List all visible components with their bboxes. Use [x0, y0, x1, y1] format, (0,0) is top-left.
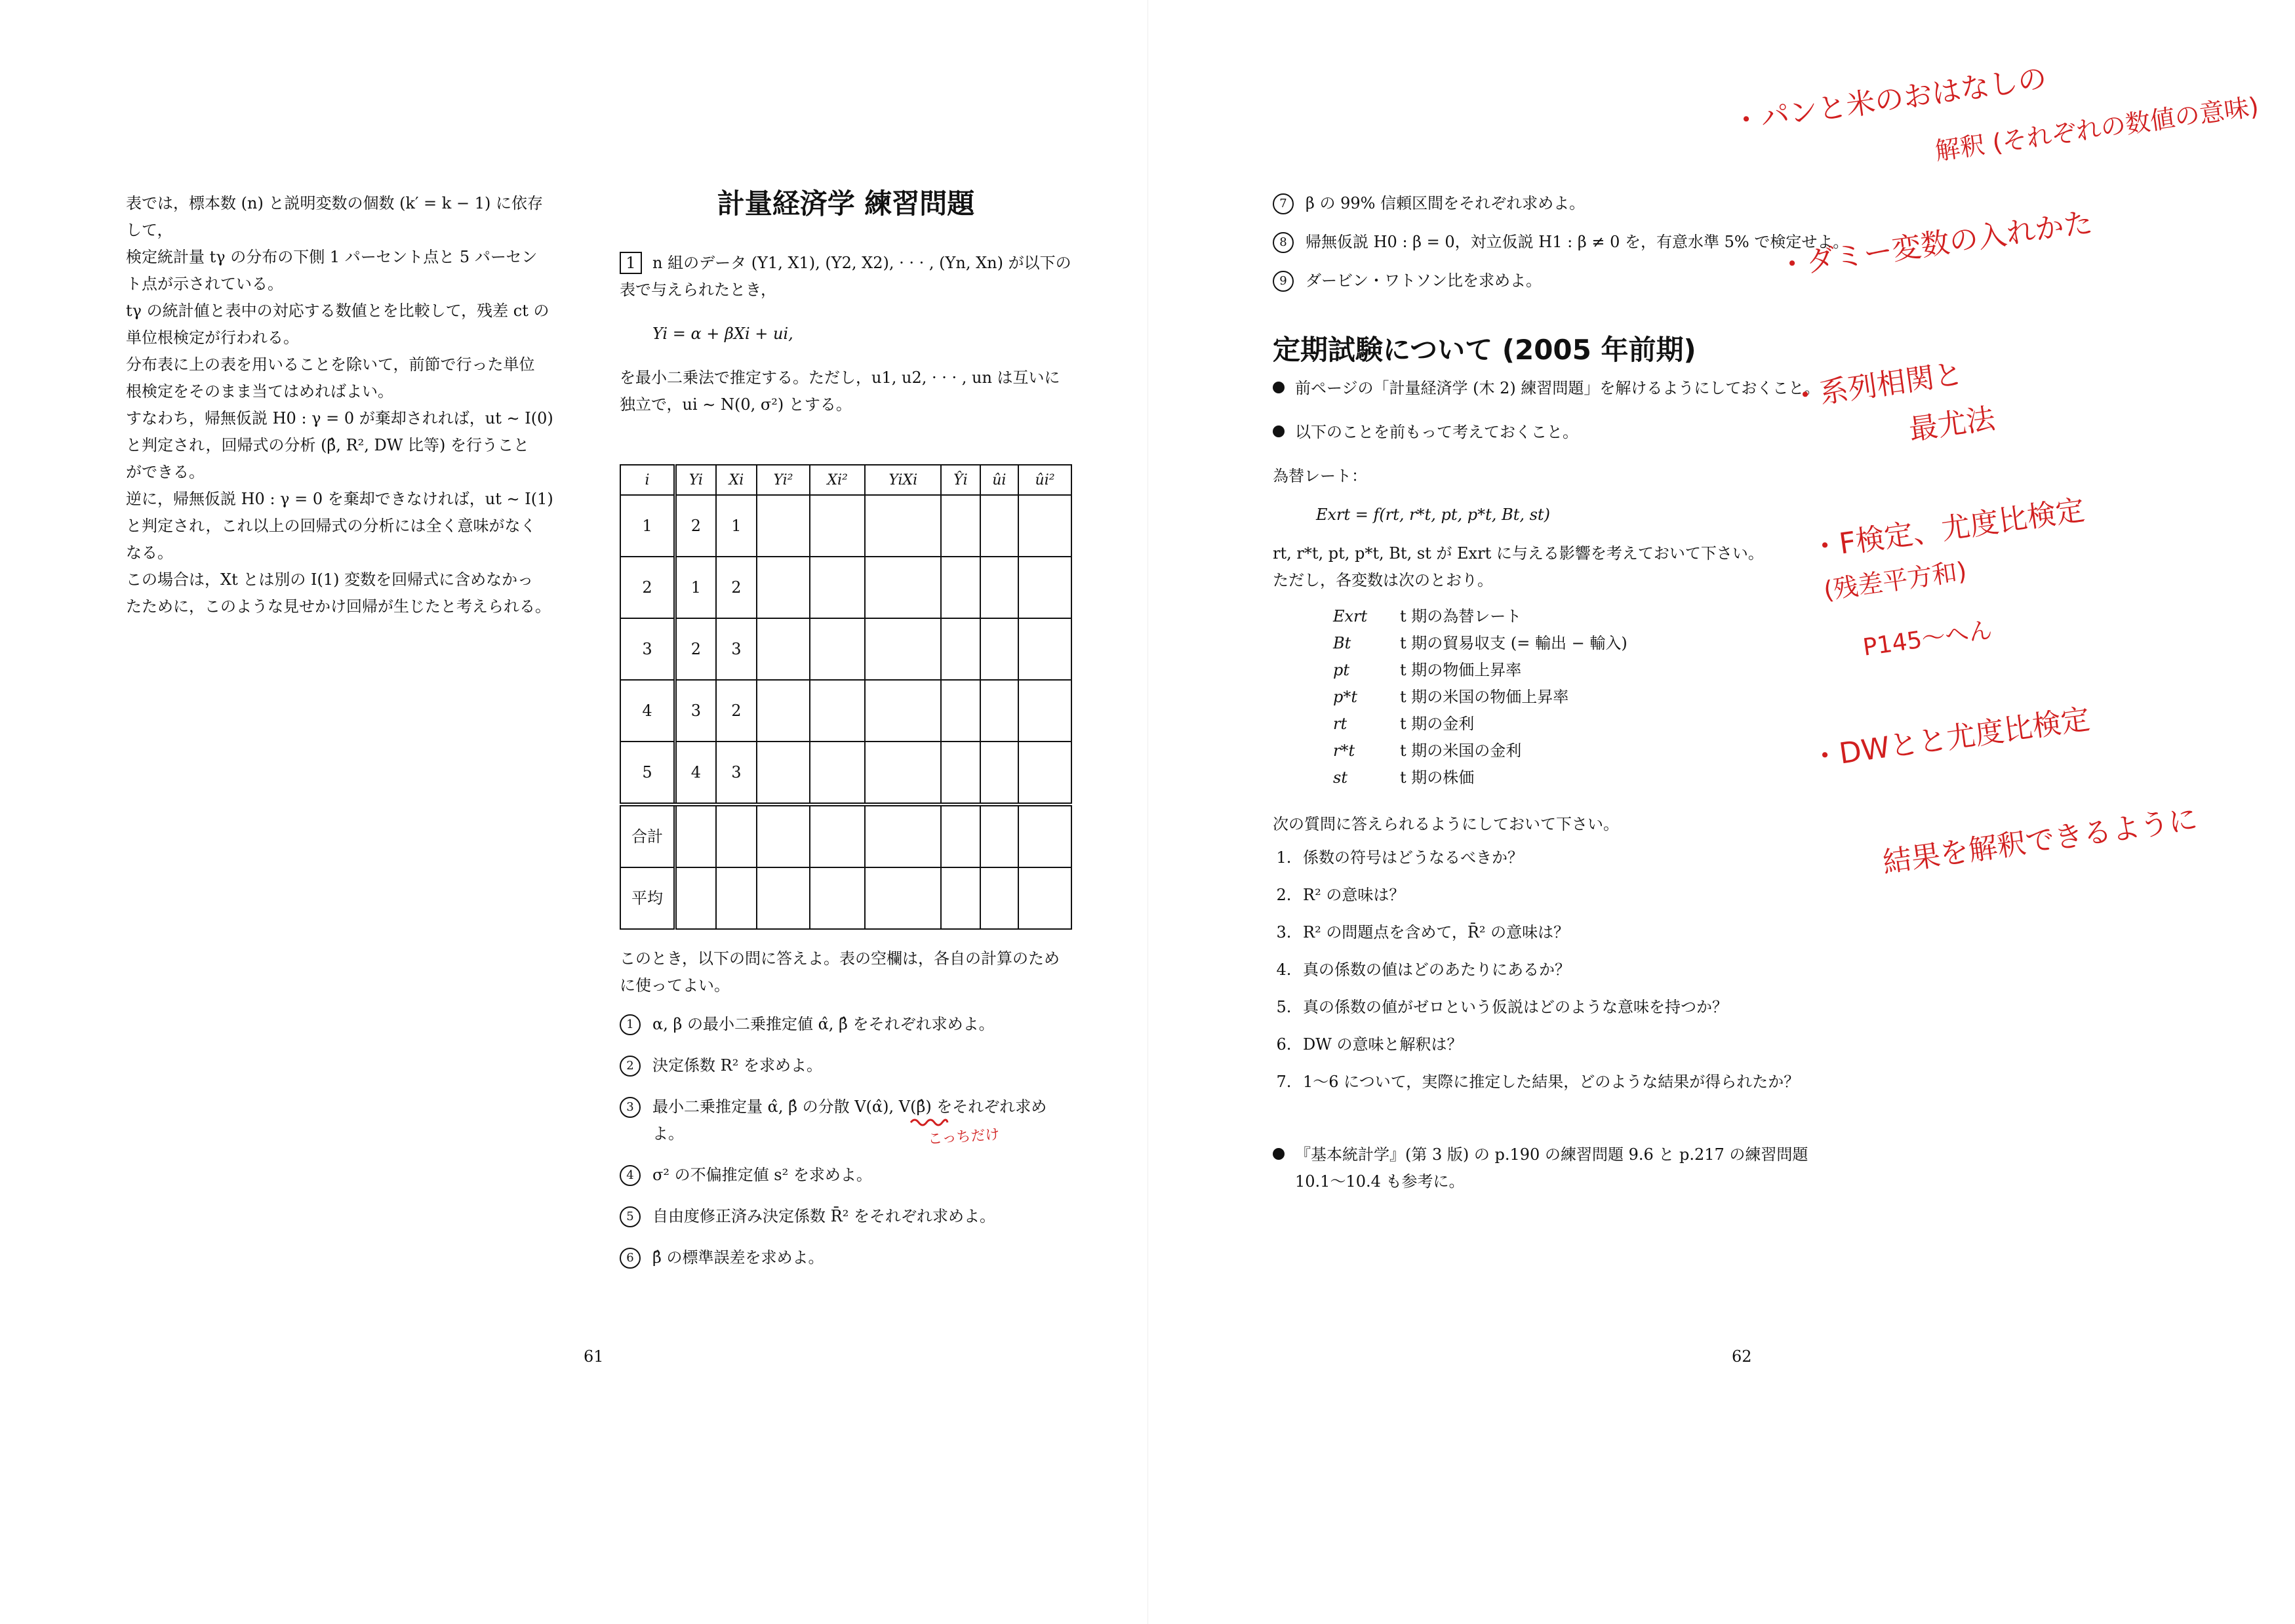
rate-equation: Exrt = f(rt, r*t, pt, p*t, Bt, st) — [1316, 505, 1550, 524]
table-header: Xi² — [810, 465, 866, 495]
final-reference-note — [1273, 1141, 1850, 1195]
handwritten-note: (残差平方和) — [1822, 556, 1969, 605]
question-list-continued — [1273, 190, 1850, 294]
body-line: 単位根検定が行われる。 — [126, 328, 299, 347]
bullet-dot — [1273, 1148, 1285, 1160]
body-line: と判定され，これ以上の回帰式の分析には全く意味がなく — [126, 517, 536, 535]
question-item — [1273, 267, 1850, 294]
answer-question: 3. R² の問題点を含めて，R̄² の意味は？ — [1296, 919, 1850, 946]
table-cell: 3 — [675, 680, 716, 742]
handwritten-note: 解釈 (それぞれの数値の意味) — [1933, 91, 2261, 166]
bullet-dot — [1273, 382, 1285, 393]
right-text-column — [1273, 190, 1850, 1212]
table-cell — [865, 618, 941, 680]
table-cell — [1018, 680, 1071, 742]
variable-symbol: Bt — [1333, 634, 1351, 652]
table-cell — [980, 618, 1019, 680]
table-cell — [980, 742, 1019, 804]
table-cell — [980, 495, 1019, 557]
bullet-item — [1273, 375, 1850, 402]
table-cell — [757, 680, 810, 742]
question-number: 5 — [620, 1206, 641, 1227]
question-text: β̂ の標準誤差を求めよ。 — [652, 1248, 824, 1267]
body-line: 検定統計量 tγ の分布の下側 1 パーセント点と 5 パーセン — [126, 248, 538, 266]
table-cell: 2 — [716, 680, 757, 742]
bullet-item — [1273, 419, 1850, 446]
bullet-text: 以下のことを前もって考えておくこと。 — [1295, 423, 1578, 441]
variable-desc: t 期の物価上昇率 — [1400, 661, 1522, 679]
question-number: 6 — [620, 1248, 641, 1269]
table-cell — [865, 742, 941, 804]
table-cell — [1018, 495, 1071, 557]
answer-question: 5. 真の係数の値がゼロという仮説はどのような意味を持つか？ — [1296, 994, 1850, 1021]
table-cell: 5 — [620, 742, 675, 804]
table-cell — [865, 557, 941, 618]
variable-symbol: pt — [1333, 661, 1350, 679]
answer-intro: 次の質問に答えられるようにしておいて下さい。 — [1273, 815, 1619, 833]
table-cell — [941, 618, 980, 680]
bullet-text: 前ページの「計量経済学 (木 2) 練習問題」を解けるようにしておくこと。 — [1295, 379, 1820, 397]
variable-desc: t 期の金利 — [1400, 715, 1475, 733]
table-header-row — [620, 465, 1071, 495]
table-cell — [810, 680, 866, 742]
problem-number-box: 1 — [620, 252, 642, 274]
table-cell: 3 — [716, 618, 757, 680]
body-line: ト点が示されている。 — [126, 275, 283, 293]
question-item — [620, 1094, 1072, 1147]
data-table — [620, 464, 1072, 930]
table-cell: 3 — [620, 618, 675, 680]
question-number: 3 — [620, 1097, 641, 1118]
variable-desc: t 期の貿易収支 (= 輸出 − 輸入) — [1400, 634, 1627, 652]
answer-question-list — [1273, 844, 1850, 1096]
answer-question: 1. 係数の符号はどうなるべきか？ — [1296, 844, 1850, 871]
question-list — [620, 1011, 1072, 1271]
table-row — [620, 742, 1071, 804]
table-row — [620, 495, 1071, 557]
question-item — [620, 1244, 1072, 1271]
table-cell — [941, 804, 980, 867]
table-cell — [757, 557, 810, 618]
exercise-title: 計量経済学 練習問題 — [717, 188, 975, 220]
body-line: して， — [126, 221, 173, 239]
table-header: ûi — [980, 465, 1019, 495]
body-line: 逆に，帰無仮説 H0 : γ = 0 を棄却できなければ，ut ∼ I(1) — [126, 490, 553, 508]
handwritten-note: ・パンと米のおはなしの — [1730, 61, 2049, 139]
handwritten-note: ・F検定、尤度比検定 — [1808, 493, 2087, 565]
table-cell — [1018, 557, 1071, 618]
handwritten-note: ・ダミー変数の入れかた — [1776, 205, 2095, 283]
variable-row — [1333, 603, 1642, 630]
left-text-column — [126, 190, 572, 620]
question-text: σ² の不偏推定値 s² を求めよ。 — [652, 1166, 872, 1184]
variable-symbol: p*t — [1333, 688, 1358, 706]
table-cell — [810, 618, 866, 680]
question-item — [620, 1162, 1072, 1189]
rate-label: 為替レート： — [1273, 467, 1367, 485]
table-cell — [865, 804, 941, 867]
answer-question: 7. 1〜6 について，実際に推定した結果，どのような結果が得られたか？ — [1296, 1069, 1850, 1096]
question-text: β の 99% 信頼区間をそれぞれ求めよ。 — [1306, 194, 1586, 212]
table-row — [620, 557, 1071, 618]
handwritten-note: P145〜へん — [1861, 616, 1994, 662]
table-cell — [865, 495, 941, 557]
table-cell — [675, 867, 716, 929]
table-cell — [716, 804, 757, 867]
handwritten-note: ・系列相関と — [1789, 357, 1965, 414]
problem-intro-text: n 組のデータ (Y1, X1), (Y2, X2), · · · , (Yn, Xn) が以下の表で与えられたとき， — [620, 254, 1071, 299]
question-text: 最小二乗推定量 α̂, β̂ の分散 V(α̂), V(β̂) をそれぞれ求めよ。 — [652, 1098, 1047, 1143]
variables-table — [1333, 603, 1642, 791]
question-number: 7 — [1273, 193, 1294, 214]
question-text: 自由度修正済み決定係数 R̄² をそれぞれ求めよ。 — [652, 1207, 995, 1225]
question-number: 4 — [620, 1165, 641, 1186]
table-cell — [757, 742, 810, 804]
table-cell — [980, 557, 1019, 618]
table-cell: 1 — [675, 557, 716, 618]
table-cell — [716, 867, 757, 929]
table-cell: 2 — [620, 557, 675, 618]
problem-intro — [620, 250, 1072, 304]
table-row — [620, 680, 1071, 742]
rate-text: rt, r*t, pt, p*t, Bt, st が Exrt に与える影響を考えておいて下さい。 — [1273, 544, 1764, 563]
bullet-dot — [1273, 426, 1285, 437]
question-number: 8 — [1273, 232, 1294, 253]
handwritten-note: 最尤法 — [1907, 401, 1997, 447]
table-cell — [980, 804, 1019, 867]
table-cell — [757, 804, 810, 867]
table-header: Yi — [675, 465, 716, 495]
margin-note-handwritten: こっちだけ — [927, 1126, 1001, 1148]
table-cell: 2 — [716, 557, 757, 618]
table-header: i — [620, 465, 675, 495]
table-cell — [1018, 618, 1071, 680]
variable-desc: t 期の米国の物価上昇率 — [1400, 688, 1569, 706]
variable-row — [1333, 684, 1642, 711]
body-line: ができる。 — [126, 463, 205, 481]
variable-symbol: Exrt — [1333, 607, 1368, 625]
question-item — [1273, 229, 1850, 256]
table-cell — [757, 618, 810, 680]
page-number: 62 — [1732, 1347, 1752, 1366]
table-cell — [757, 867, 810, 929]
body-line: 分布表に上の表を用いることを除いて，前節で行った単位 — [126, 355, 535, 374]
table-cell — [810, 867, 866, 929]
table-cell — [1018, 742, 1071, 804]
table-cell: 4 — [620, 680, 675, 742]
table-cell: 1 — [716, 495, 757, 557]
table-cell: 2 — [675, 495, 716, 557]
table-cell: 平均 — [620, 867, 675, 929]
table-cell — [810, 495, 866, 557]
question-item — [620, 1052, 1072, 1079]
table-cell: 4 — [675, 742, 716, 804]
question-text: 帰無仮説 H0 : β = 0，対立仮説 H1 : β ≠ 0 を，有意水準 5% で検定せよ。 — [1306, 233, 1849, 251]
model-equation: Yi = α + βXi + ui, — [652, 325, 793, 343]
table-cell — [980, 867, 1019, 929]
question-text: α, β の最小二乗推定値 α̂, β̂ をそれぞれ求めよ。 — [652, 1015, 995, 1033]
table-cell — [810, 557, 866, 618]
table-cell — [810, 804, 866, 867]
answer-question: 2. R² の意味は？ — [1296, 882, 1850, 909]
question-text: ダービン・ワトソン比を求めよ。 — [1306, 271, 1542, 290]
variable-symbol: r*t — [1333, 742, 1355, 760]
table-cell — [941, 557, 980, 618]
variable-desc: t 期の株価 — [1400, 768, 1475, 787]
table-cell — [865, 867, 941, 929]
question-number: 2 — [620, 1056, 641, 1077]
table-header: Xi — [716, 465, 757, 495]
body-line: tγ の統計値と表中の対応する数値とを比較して，残差 ct の — [126, 302, 549, 320]
body-line: すなわち，帰無仮説 H0 : γ = 0 が棄却されれば，ut ∼ I(0) — [126, 409, 553, 427]
table-row — [620, 867, 1071, 929]
variable-symbol: rt — [1333, 715, 1347, 733]
table-cell: 3 — [716, 742, 757, 804]
table-header: YiXi — [865, 465, 941, 495]
body-line: たために，このような見せかけ回帰が生じたと考えられる。 — [126, 597, 551, 616]
table-body — [620, 495, 1071, 929]
table-cell — [675, 804, 716, 867]
variable-row — [1333, 630, 1642, 657]
question-item — [620, 1011, 1072, 1038]
variable-row — [1333, 764, 1642, 791]
variable-row — [1333, 738, 1642, 764]
exercise-column — [620, 184, 1072, 1286]
table-cell — [1018, 804, 1071, 867]
variables-intro: ただし，各変数は次のとおり。 — [1273, 571, 1493, 589]
bullet-text: 『基本統計学』(第 3 版) の p.190 の練習問題 9.6 と p.217 の練習問題 10.1〜10.4 も参考に。 — [1295, 1145, 1808, 1191]
after-table-text: このとき，以下の問に答えよ。表の空欄は，各自の計算のために使ってよい。 — [620, 949, 1060, 995]
table-cell — [941, 742, 980, 804]
body-line: 根検定をそのまま当てはめればよい。 — [126, 382, 393, 401]
table-cell: 2 — [675, 618, 716, 680]
handwritten-note: 結果を解釈できるように — [1881, 802, 2200, 880]
table-row — [620, 618, 1071, 680]
table-cell — [757, 495, 810, 557]
table-cell — [941, 867, 980, 929]
table-cell — [980, 680, 1019, 742]
handwritten-note: ・DWとと尤度比検定 — [1808, 702, 2092, 775]
answer-question: 4. 真の係数の値はどのあたりにあるか？ — [1296, 957, 1850, 983]
table-header: Yi² — [757, 465, 810, 495]
section-title: 定期試験について (2005 年前期) — [1273, 334, 1696, 366]
table-cell — [941, 495, 980, 557]
table-cell — [865, 680, 941, 742]
problem-text: を最小二乗法で推定する。ただし，u1, u2, · · · , un は互いに独立で，ui ∼ N(0, σ²) とする。 — [620, 368, 1060, 414]
table-row — [620, 804, 1071, 867]
question-number: 9 — [1273, 271, 1294, 292]
question-number: 1 — [620, 1014, 641, 1035]
variable-symbol: st — [1333, 768, 1347, 787]
table-header: Ŷi — [941, 465, 980, 495]
table-cell — [810, 742, 866, 804]
variable-desc: t 期の米国の金利 — [1400, 742, 1522, 760]
body-line: と判定され，回帰式の分析 (β̂, R², DW 比等) を行うこと — [126, 436, 530, 454]
answer-question: 6. DW の意味と解釈は？ — [1296, 1031, 1850, 1058]
table-cell: 合計 — [620, 804, 675, 867]
question-item — [1273, 190, 1850, 217]
table-cell — [941, 680, 980, 742]
table-header: ûi² — [1018, 465, 1071, 495]
variable-row — [1333, 711, 1642, 738]
body-line: なる。 — [126, 544, 173, 562]
table-cell: 1 — [620, 495, 675, 557]
question-item — [620, 1203, 1072, 1230]
body-line: 表では，標本数 (n) と説明変数の個数 (k′ = k − 1) に依存 — [126, 194, 543, 212]
right-page — [1148, 0, 2295, 1624]
question-text: 決定係数 R² を求めよ。 — [652, 1056, 822, 1075]
table-cell — [1018, 867, 1071, 929]
body-line: この場合は，Xt とは別の I(1) 変数を回帰式に含めなかっ — [126, 570, 534, 589]
variable-row — [1333, 657, 1642, 684]
variable-desc: t 期の為替レート — [1400, 607, 1522, 625]
page-number: 61 — [584, 1347, 604, 1366]
